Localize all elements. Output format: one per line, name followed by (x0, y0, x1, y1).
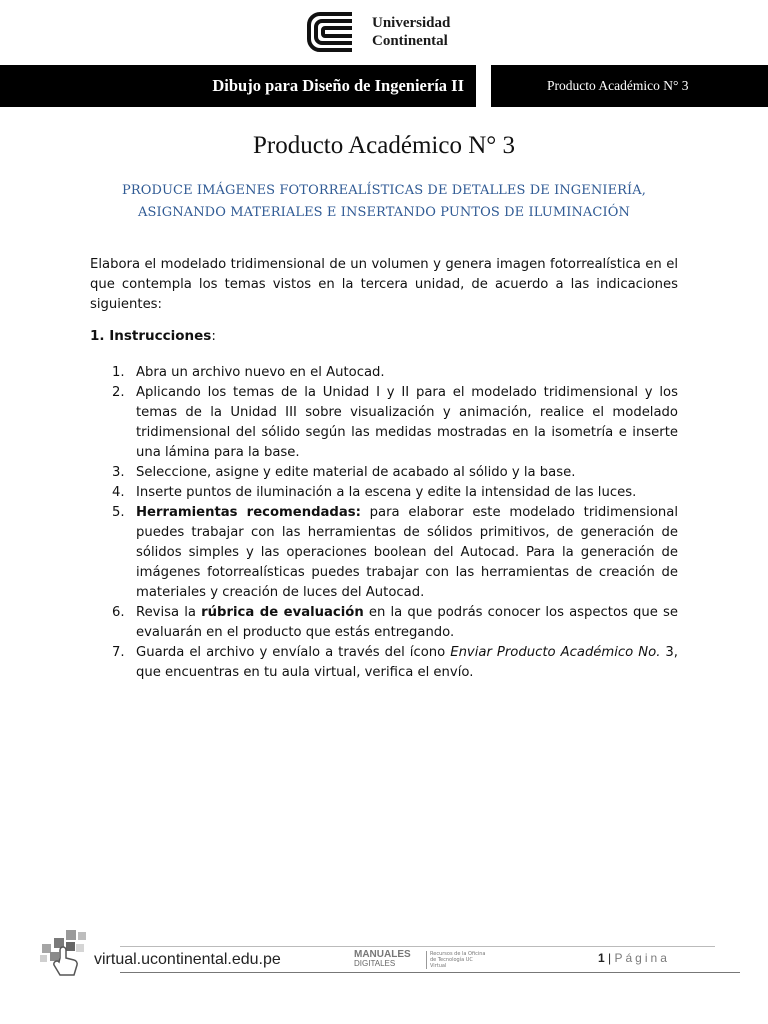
logo-wordmark (372, 14, 450, 50)
instruction-number: 2. (112, 385, 125, 400)
manuales-caption: Recursos de la Oficina de Tecnología UC Virtual (426, 951, 486, 969)
document-subtitle (90, 180, 678, 224)
page-word: Página (614, 951, 670, 965)
instruction-item (112, 503, 678, 603)
course-header-bar (0, 65, 476, 107)
instruction-number: 6. (112, 605, 125, 620)
page-footer (36, 926, 716, 986)
page-number-value: 1 (598, 951, 605, 965)
subtitle-line-1: PRODUCE IMÁGENES FOTORREALÍSTICAS DE DETALLES DE INGENIERÍA, (121, 183, 647, 198)
instructions-list (112, 363, 678, 683)
page-number (598, 951, 670, 965)
section-heading (90, 328, 216, 344)
manuales-digitales-logo (354, 950, 411, 968)
course-name: Dibujo para Diseño de Ingeniería II (212, 76, 464, 95)
section-heading-label: 1. Instrucciones (90, 328, 212, 344)
instruction-pre-text: Revisa la (136, 605, 202, 620)
instruction-item (112, 363, 678, 383)
footer-website: virtual.ucontinental.edu.pe (94, 951, 281, 968)
instruction-number: 5. (112, 505, 125, 520)
instruction-item (112, 643, 678, 683)
instruction-number: 3. (112, 465, 125, 480)
page-separator: | (608, 951, 612, 965)
virtual-touch-icon (36, 928, 92, 978)
section-heading-colon: : (211, 328, 216, 344)
instruction-pre-text: Guarda el archivo y envíalo a través del ícono (136, 645, 451, 660)
instruction-number: 7. (112, 645, 125, 660)
continental-logo-icon (306, 11, 362, 53)
footer-bottom-divider (120, 972, 740, 973)
manuales-word: MANUALES (354, 949, 411, 960)
instruction-bold-text: rúbrica de evaluación (201, 605, 364, 620)
document-title: Producto Académico N° 3 (252, 132, 516, 159)
instruction-bold-text: Herramientas recomendadas: (136, 505, 361, 520)
instruction-item (112, 463, 678, 483)
instruction-item (112, 383, 678, 463)
instruction-text: para elaborar este modelado tridimensional puedes trabajar con las herramientas de sólidos primitivos, de generación de sólidos simples y las operaciones boolean del Autocad. Para la generación de imágenes fotorrealísticas puedes trabajar con las herramientas de creación de materiales y creación de luces del Autocad. (136, 505, 678, 600)
instruction-text: en la que podrás conocer los aspectos que se evaluarán en el producto que estás entregando. (136, 605, 679, 640)
logo-line-2: Continental (372, 33, 448, 49)
footer-top-divider (120, 946, 715, 947)
instruction-number: 4. (112, 485, 125, 500)
digitales-word: DIGITALES (354, 959, 396, 968)
subtitle-line-2: ASIGNANDO MATERIALES E INSERTANDO PUNTOS DE ILUMINACIÓN (138, 205, 630, 220)
instruction-number: 1. (112, 365, 125, 380)
instruction-text: Seleccione, asigne y edite material de acabado al sólido y la base. (136, 465, 576, 480)
instruction-text: Abra un archivo nuevo en el Autocad. (136, 365, 385, 380)
logo-line-1: Universidad (372, 15, 451, 31)
product-label: Producto Académico N° 3 (547, 78, 689, 93)
instruction-italic-text: Enviar Producto Académico No. (450, 645, 661, 660)
instruction-text: 3, que encuentras en tu aula virtual, verifica el envío. (136, 645, 679, 680)
instruction-text: Inserte puntos de iluminación a la escena y edite la intensidad de las luces. (136, 485, 637, 500)
product-header-bar (491, 65, 768, 107)
university-logo (306, 10, 466, 54)
intro-paragraph: Elabora el modelado tridimensional de un volumen y genera imagen fotorrealística en el que contempla los temas vistos en la tercera unidad, de acuerdo a las indicaciones siguientes: (90, 257, 678, 312)
instruction-item (112, 483, 678, 503)
instruction-item (112, 603, 678, 643)
instruction-text: Aplicando los temas de la Unidad I y II para el modelado tridimensional y los temas de la Unidad III sobre visualización y animación, realice el modelado tridimensional del sólido según las medidas mostradas en la isometría e inserte una lámina para la base. (136, 385, 678, 460)
